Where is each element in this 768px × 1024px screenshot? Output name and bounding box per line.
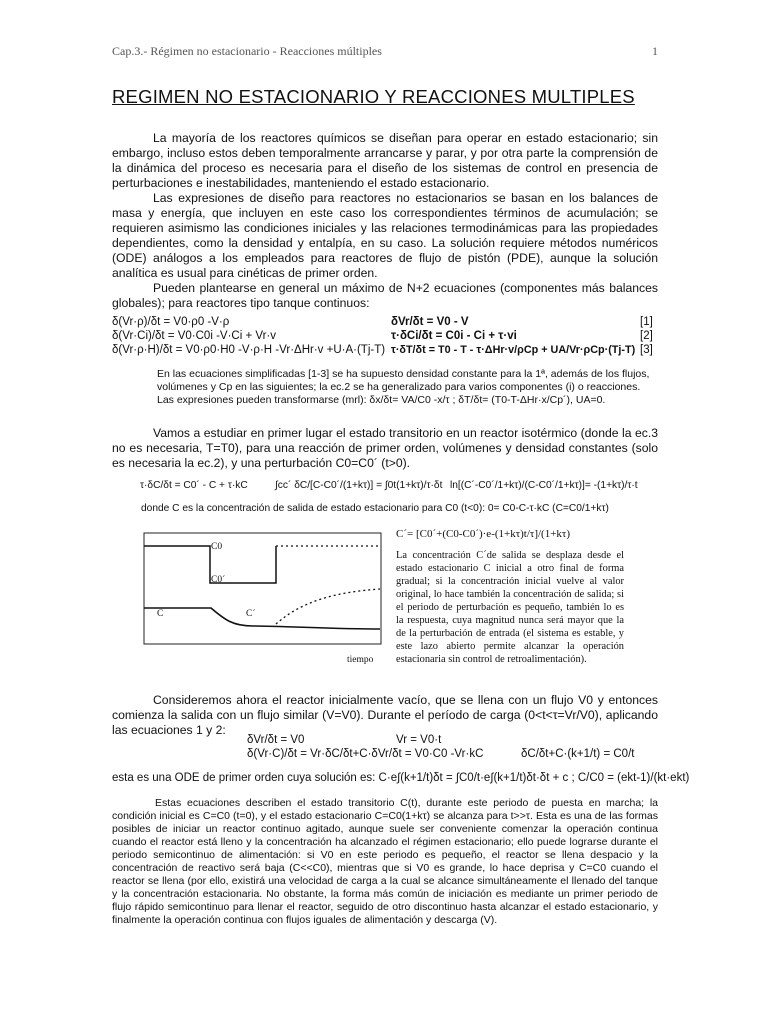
equation-integral: ∫cc´ δC/[C-C0´/(1+kτ)] = ∫0t(1+kτ)/τ·δt	[275, 480, 443, 491]
balance-left-1: δ(Vr·ρ)/δt = V0·ρ0 -V·ρ	[112, 316, 230, 328]
note-simplified-line-1: En las ecuaciones simplificadas [1-3] se ha supuesto densidad constante para la 1ª, además de los flujos, volúmenes y Cp en las siguientes; la ec.2 se ha generalizado para varios componentes (i) o reacciones.	[157, 368, 650, 393]
feed-concentration-step	[144, 546, 276, 583]
label-c0: C0	[211, 542, 223, 552]
label-c-prime: C´	[246, 609, 256, 619]
intro-paragraph-3: Pueden plantearse en general un máximo de N+2 ecuaciones (componentes más balances globales); para reactores tipo tanque continuos:	[112, 281, 658, 310]
balance-left-3: δ(Vr·ρ·H)/δt = V0·ρ0·H0 -V·ρ·H -Vr·ΔHr·v +U·A·(Tj-T)	[112, 344, 386, 356]
transient-solution: C´= [C0´+(C0-C0´)·e-(1+kτ)t/τ]/(1+kτ)	[396, 528, 571, 540]
balance-right-1: δVr/δt = V0 - V	[391, 316, 469, 328]
fill-eq-mass-balance: δ(Vr·C)/δt = Vr·δC/δt+C·δVr/δt = V0·C0 -Vr·kC	[247, 748, 484, 760]
figure-frame	[144, 533, 381, 644]
filling-paragraph	[112, 693, 658, 738]
intro-paragraph-2: Las expresiones de diseño para reactores no estacionarios se basan en los balances de masa y energía, que incluyen en este caso los correspondientes términos de acumulación; se requieren asimismo las condiciones iniciales y las relaciones termodinámicas para las propiedades dependientes, como la densidad y entalpía, en su caso. La solución requiere métodos numéricos (ODE) análogos a los empleados para reactores de flujo de pistón (PDE), aunque la solución analítica es usual para cinéticas de primer orden.	[112, 191, 658, 280]
equation-number-1: [1]	[640, 316, 653, 328]
steady-state-definition: donde C es la concentración de salida de estado estacionario para C0 (t<0): 0= C0-C-τ·kC (C=C0/1+kτ)	[141, 503, 609, 514]
fill-eq-volume: Vr = V0·t	[396, 734, 442, 746]
running-header	[112, 44, 658, 60]
equation-differential: τ·δC/δt = C0´ - C + τ·kC	[140, 480, 248, 491]
fill-eq-ode: δC/δt+C·(k+1/t) = C0/t	[521, 748, 635, 760]
outlet-concentration-curve	[144, 608, 380, 629]
equation-number-2: [2]	[640, 330, 653, 342]
note-simplified-line-2: Las expresiones pueden transformarse (mrl): δx/δt= VA/C0 -x/τ ; δT/δt= (T0-T-ΔHr·x/Cp´), UA=0.	[157, 394, 606, 406]
filling-text: Consideremos ahora el reactor inicialmente vacío, que se llena con un flujo V0 y entonces comienza la salida con un flujo similar (V=V0). Durante el período de carga (0<t<τ=Vr/V0), aplicando las ecuaciones 1 y 2:	[112, 693, 658, 737]
label-c0-prime: C0´	[211, 575, 226, 585]
balance-right-3: τ·δT/δt = T0 - T - τ·ΔHr·v/ρCp + UA/Vr·ρCp·(Tj-T)	[391, 344, 636, 356]
ode-solution-line: esta es una ODE de primer orden cuya solución es: C·e∫(k+1/t)δt = ∫C0/t·e∫(k+1/t)δt·δt + c ; C/C0 = (ekt-1)/(kt·ekt)	[112, 772, 690, 784]
page-number: 1	[652, 44, 658, 58]
equation-number-3: [3]	[640, 344, 653, 356]
transient-response-figure	[143, 532, 383, 656]
intro-text	[112, 131, 658, 311]
intro-paragraph-1: La mayoría de los reactores químicos se diseñan para operar en estado estacionario; sin embargo, incluso estos deben temporalmente arrancarse y parar, y por otra parte la comprensión de la dinámica del proceso es necesaria para el diseño de los sistemas de control en presencia de perturbaciones e inestabilidades, manteniendo el estado estacionario.	[112, 131, 658, 190]
outlet-recovery-dotted	[276, 589, 380, 624]
fill-eq-volume-rate: δVr/δt = V0	[247, 734, 305, 746]
equation-log-solution: ln[(C´-C0´/1+kτ)/(C-C0´/1+kτ)]= -(1+kτ)/τ·t	[450, 480, 638, 491]
label-time: tiempo	[347, 655, 374, 665]
balance-left-2: δ(Vr·Ci)/δt = V0·C0i -V·Ci + Vr·v	[112, 330, 277, 342]
isothermal-paragraph	[112, 426, 658, 471]
label-c: C	[157, 609, 164, 619]
startup-note: Estas ecuaciones describen el estado transitorio C(t), durante este periodo de puesta en marcha; la condición inicial es C=C0 (t=0), y el estado estacionario C=C0(1+kτ) se alcanza para t>>τ. Esta es una de las formas posibles de iniciar un reactor continuo agitado, aunque suele ser conveniente comenzar la operación continua cuando el reactor está lleno y la concentración ha alcanzado el régimen estacionario; ello puede lograrse durante el periodo semicontinuo de alimentación: si V0 en este periodo es pequeño, el reactor se llena despacio y la concentración de reactivo será baja (C<<C0), mientras que si V0 es grande, lo hace deprisa y C=C0 cuando el reactor se llena (por ello, existirá una velocidad de carga a la cual se alcance simultáneamente el llenado del tanque y la concentración estacionaria. No obstante, la forma más común de iniciación es mediante un primer periodo de flujo rápido semicontinuo para llenar el reactor, seguido de otro discontinuo hasta alcanzar el estado estacionario, y finalmente la operación continua con flujos iguales de alimentación y descarga (V).	[112, 797, 658, 926]
isothermal-text: Vamos a estudiar en primer lugar el estado transitorio en un reactor isotérmico (donde la ec.3 no es necesaria, T=T0), para una reacción de primer orden, volúmenes y densidad constantes (solo es necesaria la ec.2), y una perturbación C0=C0´ (t>0).	[112, 426, 658, 470]
figure-caption: La concentración C´de salida se desplaza desde el estado estacionario C inicial a otro final de forma gradual; si la concentración inicial vuelve al valor original, lo hace también la concentración de salida; si el periodo de perturbación es pequeño, también lo es la respuesta, cuya magnitud nunca será mayor que la de la perturbación de entrada (el sistema es estable, y este lazo abierto permite alcanzar la operación estacionaria sin control de retroalimentación).	[396, 550, 624, 665]
note-simplified	[157, 368, 657, 407]
balance-right-2: τ·δCi/δt = C0i - Ci + τ·vi	[391, 330, 517, 342]
page-title: REGIMEN NO ESTACIONARIO Y REACCIONES MULTIPLES	[112, 86, 635, 107]
running-title: Cap.3.- Régimen no estacionario - Reacciones múltiples	[112, 44, 382, 58]
